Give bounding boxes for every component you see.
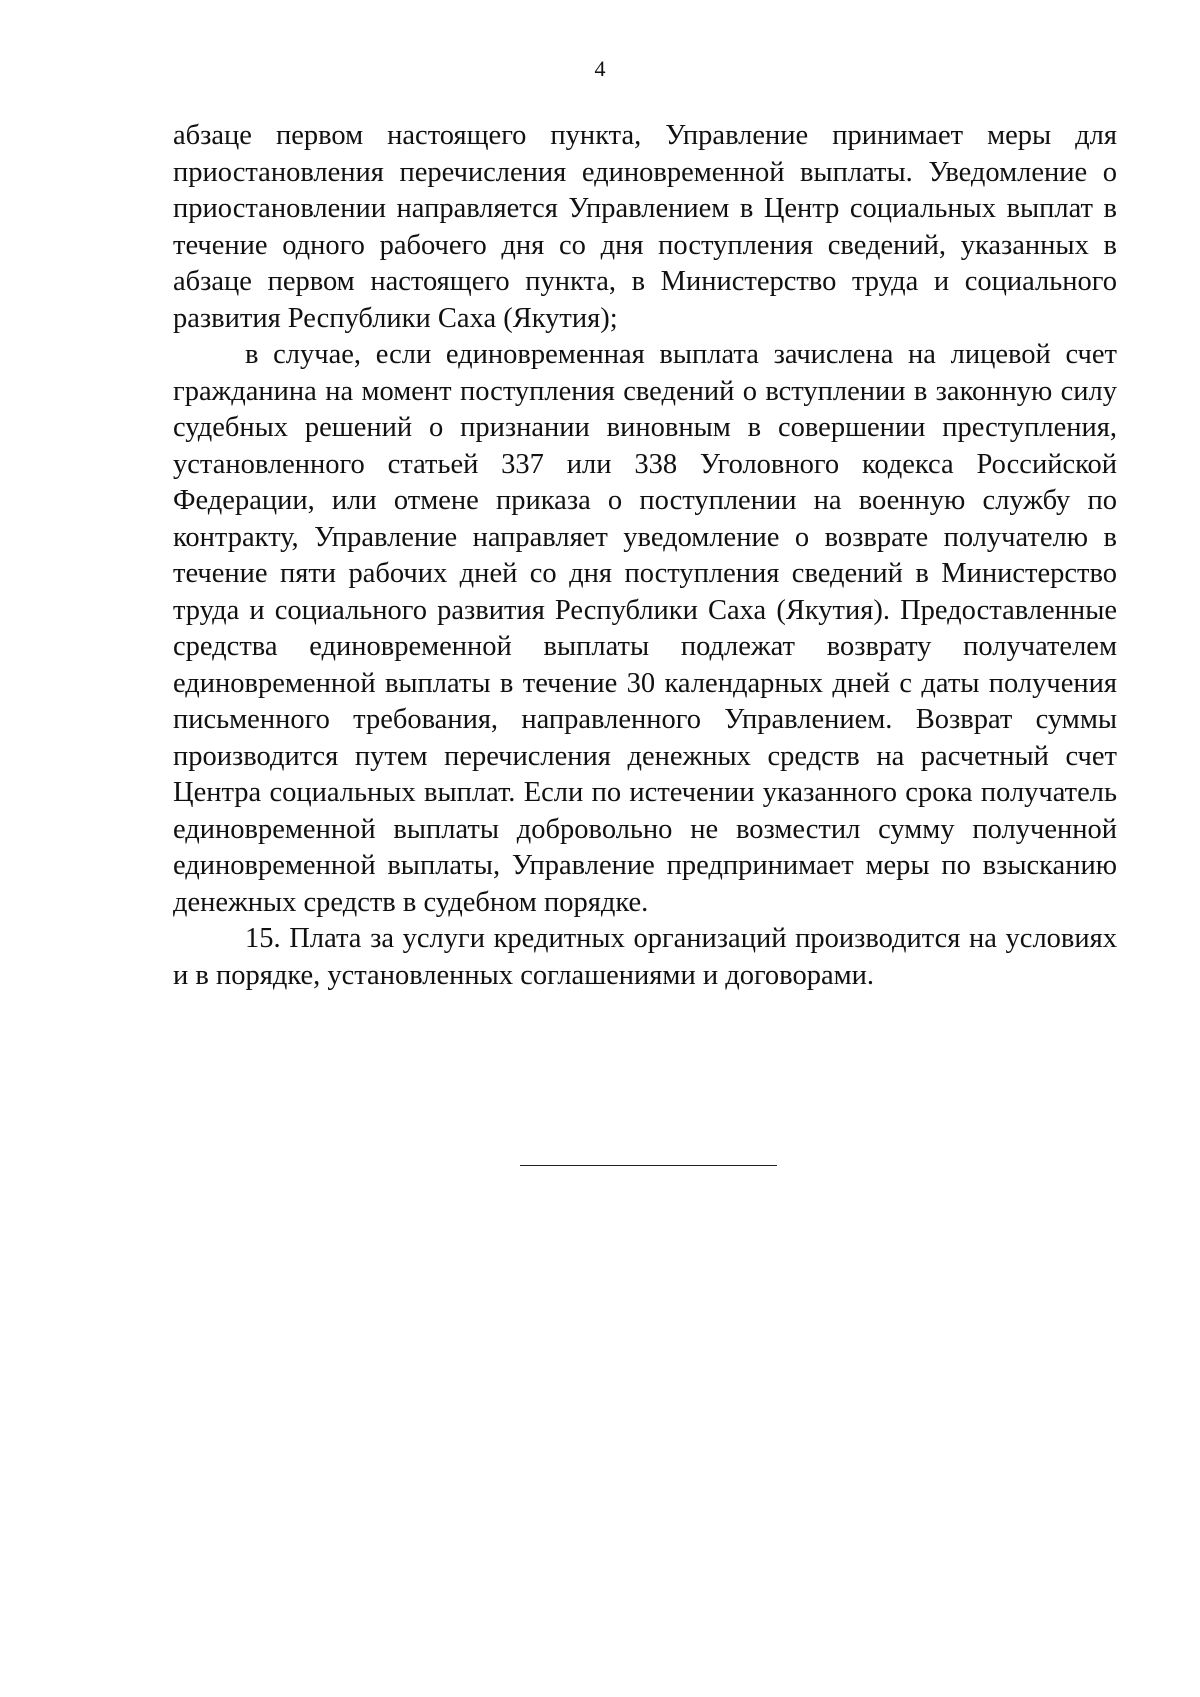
end-of-document-rule [520, 1165, 777, 1166]
document-body [173, 118, 1117, 994]
page-number: 4 [594, 56, 606, 81]
paragraph-item-15: 15. Плата за услуги кредитных организаций производится на условиях и в порядке, установленных соглашениями и договорами. [173, 923, 1117, 991]
paragraph-refund-conditions: в случае, если единовременная выплата зачислена на лицевой счет гражданина на момент поступления сведений о вступлении в законную силу судебных решений о признании виновным в совершении преступления, установленного статьей 337 или 338 Уголовного кодекса Российской Федерации, или отмене приказа о поступлении на военную службу по контракту, Управление направляет уведомление о возврате получателю в течение пяти рабочих дней со дня поступления сведений в Министерство труда и социального развития Республики Саха (Якутия). Предоставленные средства единовременной выплаты подлежат возврату получателем единовременной выплаты в течение 30 календарных дней с даты получения письменного требования, направленного Управлением. Возврат суммы производится путем перечисления денежных средств на расчетный счет Центра социальных выплат. Если по истечении указанного срока получатель единовременной выплаты добровольно не возместил сумму полученной единовременной выплаты, Управление предпринимает меры по взысканию денежных средств в судебном порядке. [173, 339, 1117, 918]
paragraph-continuation: абзаце первом настоящего пункта, Управление принимает меры для приостановления перечисления единовременной выплаты. Уведомление о приостановлении направляется Управлением в Центр социальных выплат в течение одного рабочего дня со дня поступления сведений, указанных в абзаце первом настоящего пункта, в Министерство труда и социального развития Республики Саха (Якутия); [173, 120, 1117, 334]
